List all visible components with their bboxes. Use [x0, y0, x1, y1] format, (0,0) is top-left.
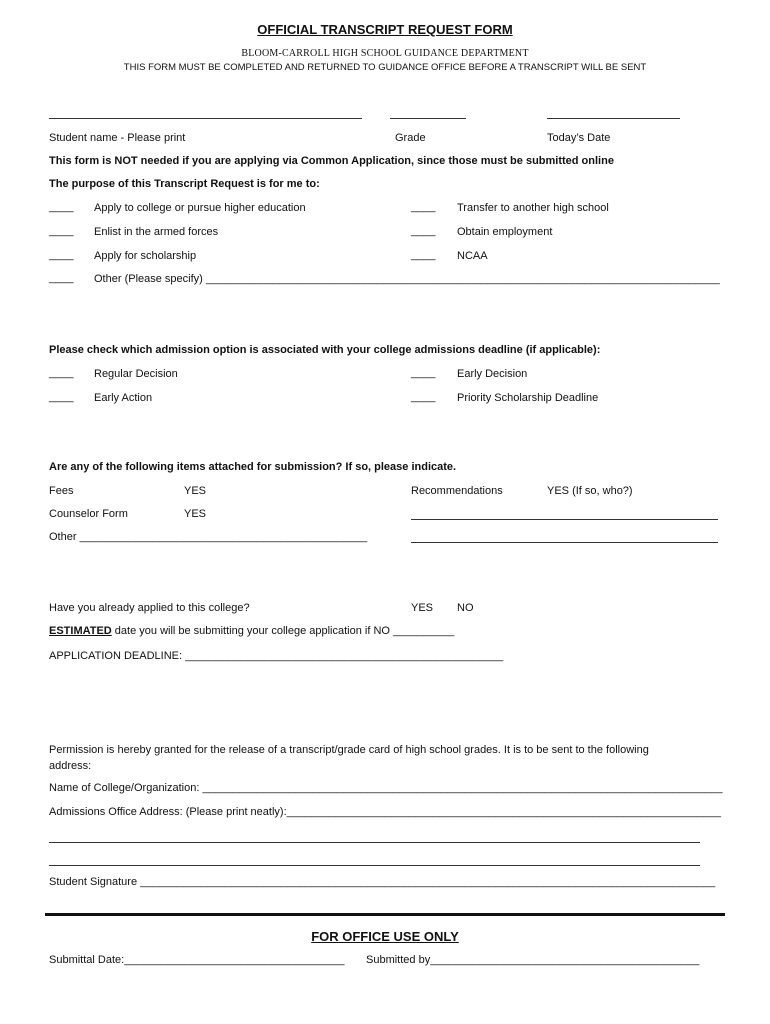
permission-text: Permission is hereby granted for the release of a transcript/grade card of high school grades. It is to be sent to the following address:: [49, 744, 649, 772]
todays-date-label: Today’s Date: [547, 132, 611, 144]
office-use-heading: FOR OFFICE USE ONLY: [311, 929, 459, 944]
application-deadline-field[interactable]: APPLICATION DEADLINE: ____________________________________________________: [49, 650, 504, 662]
purpose-checkbox-other[interactable]: ____: [49, 272, 74, 284]
college-name-field[interactable]: Name of College/Organization: _____________________________________________________________________________________: [49, 782, 723, 794]
recommendations-yes-option[interactable]: YES (If so, who?): [547, 485, 633, 497]
applied-question: Have you already applied to this college?: [49, 602, 250, 614]
purpose-transfer-label: Transfer to another high school: [457, 202, 609, 214]
date-line[interactable]: [547, 118, 680, 119]
submittal-date-field[interactable]: Submittal Date:____________________________________: [49, 954, 345, 966]
purpose-checkbox-college[interactable]: ____: [49, 201, 74, 213]
purpose-checkbox-ncaa[interactable]: ____: [411, 249, 436, 261]
student-name-line[interactable]: [49, 118, 362, 119]
purpose-ncaa-label: NCAA: [457, 250, 488, 262]
admission-checkbox-early-action[interactable]: ____: [49, 391, 74, 403]
admission-checkbox-early-decision[interactable]: ____: [411, 367, 436, 379]
submitted-by-field[interactable]: Submitted by____________________________________________: [366, 954, 700, 966]
purpose-checkbox-transfer[interactable]: ____: [411, 201, 436, 213]
admissions-address-field[interactable]: Admissions Office Address: (Please print neatly):_______________________________________________________________________: [49, 806, 721, 818]
applied-yes-option[interactable]: YES: [411, 602, 434, 614]
student-name-label: Student name - Please print: [49, 132, 186, 144]
grade-label: Grade: [395, 132, 426, 144]
purpose-checkbox-employment[interactable]: ____: [411, 225, 436, 237]
grade-line[interactable]: [390, 118, 466, 119]
attachments-heading: Are any of the following items attached for submission? If so, please indicate.: [49, 461, 457, 473]
admission-regular-label: Regular Decision: [94, 368, 178, 380]
common-app-notice: This form is NOT needed if you are applying via Common Application, since those must be submitted online: [49, 155, 614, 167]
form-instruction: THIS FORM MUST BE COMPLETED AND RETURNED TO GUIDANCE OFFICE BEFORE A TRANSCRIPT WILL BE SENT: [123, 62, 647, 73]
purpose-employment-label: Obtain employment: [457, 226, 553, 238]
department-name: BLOOM-CARROLL HIGH SCHOOL GUIDANCE DEPARTMENT: [241, 48, 529, 59]
form-title: OFFICIAL TRANSCRIPT REQUEST FORM: [257, 22, 513, 37]
fees-yes-option[interactable]: YES: [184, 485, 207, 497]
admission-checkbox-regular[interactable]: ____: [49, 367, 74, 379]
admission-early-action-label: Early Action: [94, 392, 153, 404]
purpose-heading: The purpose of this Transcript Request is for me to:: [49, 178, 320, 190]
admission-early-decision-label: Early Decision: [457, 368, 528, 380]
admission-heading: Please check which admission option is associated with your college admissions deadline (if applicable):: [49, 344, 601, 356]
purpose-armed-label: Enlist in the armed forces: [94, 226, 219, 238]
recommendations-who-line-2[interactable]: [411, 542, 718, 543]
section-divider: [45, 913, 725, 916]
applied-no-option[interactable]: NO: [457, 602, 474, 614]
other-attachment-field[interactable]: Other _______________________________________________: [49, 531, 368, 543]
recommendations-label: Recommendations: [411, 485, 503, 497]
estimated-date-field[interactable]: [49, 625, 454, 637]
student-signature-field[interactable]: Student Signature ______________________________________________________________________________________________: [49, 876, 716, 888]
estimated-label: ESTIMATED: [49, 625, 112, 637]
fees-label: Fees: [49, 485, 74, 497]
purpose-other-field[interactable]: Other (Please specify) ____________________________________________________________________________________: [94, 273, 720, 285]
counselor-form-label: Counselor Form: [49, 508, 128, 520]
purpose-college-label: Apply to college or pursue higher education: [94, 202, 306, 214]
purpose-checkbox-armed[interactable]: ____: [49, 225, 74, 237]
purpose-scholarship-label: Apply for scholarship: [94, 250, 197, 262]
address-line-3[interactable]: [49, 865, 700, 866]
purpose-checkbox-scholarship[interactable]: ____: [49, 249, 74, 261]
recommendations-who-line-1[interactable]: [411, 519, 718, 520]
admission-checkbox-priority[interactable]: ____: [411, 391, 436, 403]
counselor-yes-option[interactable]: YES: [184, 508, 207, 520]
estimated-rest-label: date you will be submitting your college application if NO __________: [111, 625, 455, 637]
address-line-2[interactable]: [49, 842, 700, 843]
admission-priority-label: Priority Scholarship Deadline: [457, 392, 599, 404]
